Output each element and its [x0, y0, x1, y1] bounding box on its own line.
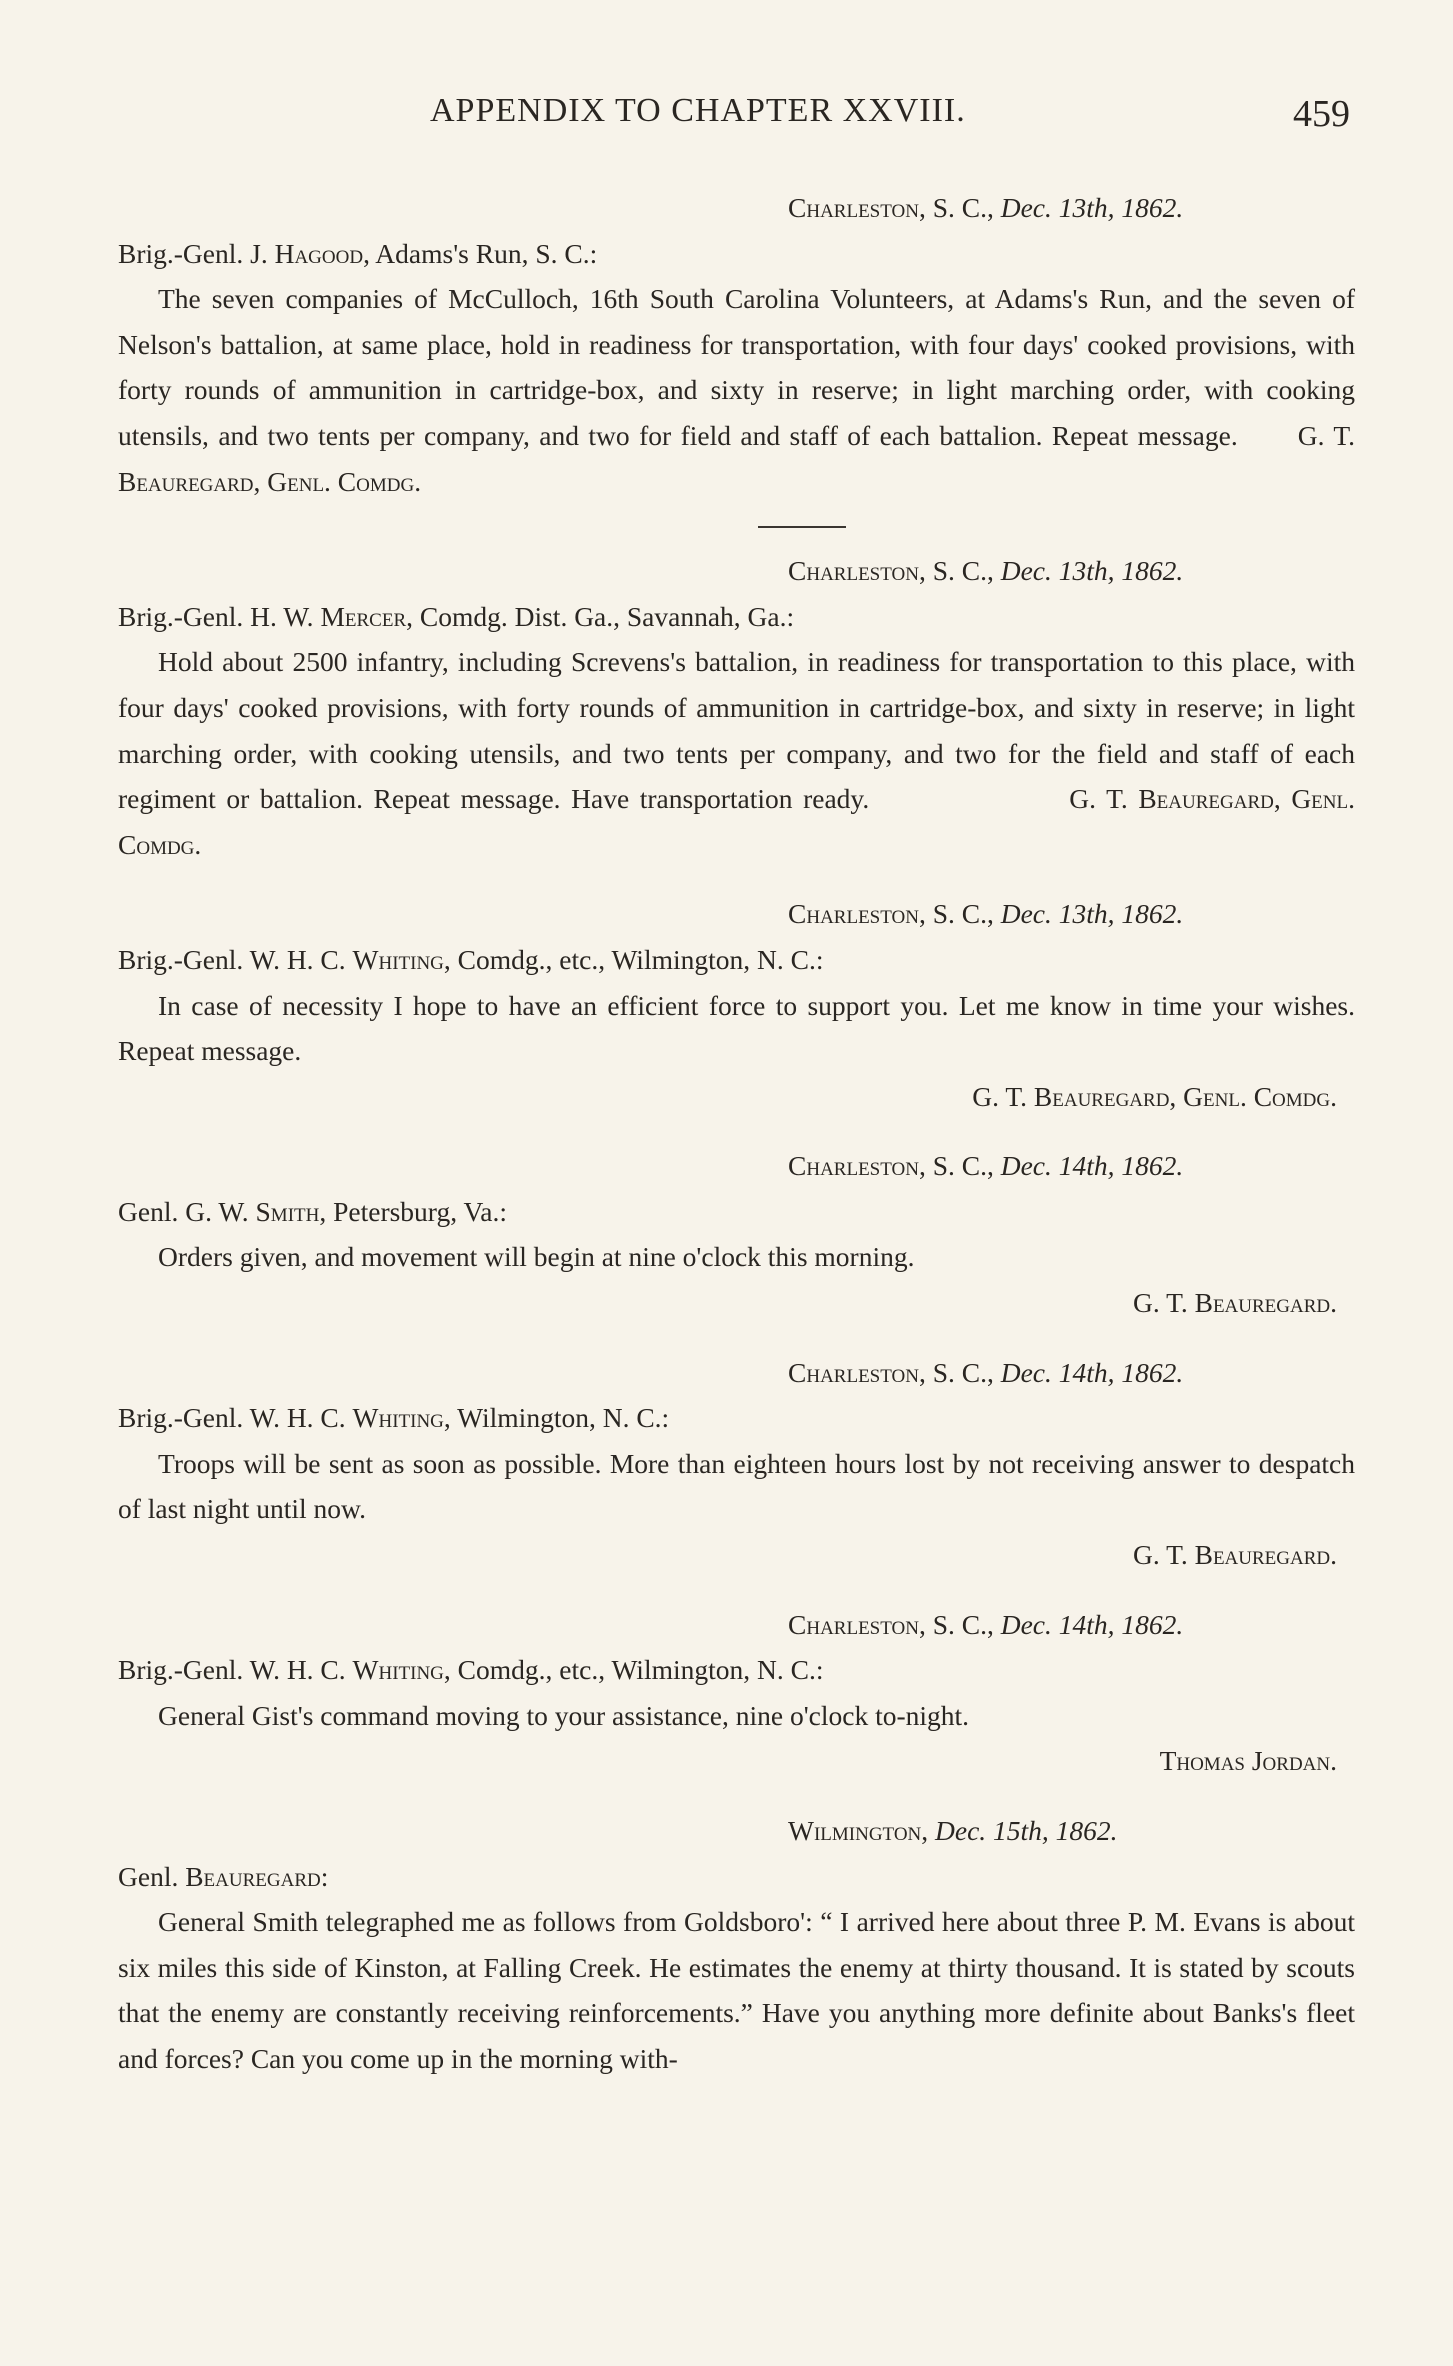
signature: Thomas Jordan.	[1159, 1745, 1337, 1777]
dateline: Wilmington, Dec. 15th, 1862.	[788, 1815, 1118, 1846]
signature: G. T. Beauregard.	[1132, 1287, 1337, 1319]
message-body: General Gist's command moving to your assistance, nine o'clock to-night.	[158, 1699, 970, 1731]
dateline: Charleston, S. C., Dec. 14th, 1862.	[788, 1150, 1184, 1182]
message-body: In case of necessity I hope to have an efficient force to support you. Let me know in time your wishes. Repeat message.	[118, 989, 1355, 1067]
page-number: 459	[1293, 93, 1350, 135]
telegram-5	[118, 1350, 1355, 1578]
dateline: Charleston, S. C., Dec. 14th, 1862.	[788, 1608, 1184, 1640]
body-text	[118, 185, 1355, 2082]
dateline: Charleston, S. C., Dec. 14th, 1862.	[788, 1356, 1184, 1388]
signature: G. T. Beauregard.	[1132, 1539, 1337, 1571]
telegram-3	[118, 891, 1355, 1119]
addressee: Genl. Beauregard:	[118, 1860, 329, 1892]
addressee: Brig.-Genl. W. H. C. Whiting, Comdg., etc., Wilmington, N. C.:	[118, 943, 824, 975]
telegram-7	[118, 1808, 1355, 2082]
message-body: General Smith telegraphed me as follows from Goldsboro': “ I arrived here about three P. M. Evans is about six miles this side of Kinston, at Falling Creek. He estimates the enemy at thirty thousand. It is stated by scouts that the enemy are constantly receiving reinforcements.” Have you anything more definite about Banks's fleet and forces? Can you come up in the morning with-	[118, 1906, 1355, 2074]
signature: G. T. Beauregard, Genl. Comdg.	[972, 1080, 1337, 1112]
message-body: The seven companies of McCulloch, 16th South Carolina Volunteers, at Adams's Run, and the seven of Nelson's battalion, at same place, hold in readiness for transportation, with four days' cooked provisions, with forty rounds of ammunition in cartridge-box, and sixty in reserve; in light marching order, with cooking utensils, and two tents per company, and two for field and staff of each battalion. Repeat message. G. T. Beauregard, Genl. Comdg.	[118, 283, 1355, 497]
dateline: Charleston, S. C., Dec. 13th, 1862.	[788, 898, 1184, 930]
addressee: Brig.-Genl. J. Hagood, Adams's Run, S. C.:	[118, 237, 598, 269]
telegram-6	[118, 1602, 1355, 1784]
dateline: Charleston, S. C., Dec. 13th, 1862.	[788, 555, 1184, 587]
telegram-2	[118, 548, 1355, 867]
message-body: Orders given, and movement will begin at nine o'clock this morning.	[158, 1241, 915, 1273]
page-header	[110, 92, 1350, 142]
addressee: Brig.-Genl. W. H. C. Whiting, Wilmington, N. C.:	[118, 1402, 670, 1434]
telegram-1	[118, 185, 1355, 504]
telegram-4	[118, 1143, 1355, 1325]
signature: G. T. Beauregard, Genl. Comdg.	[118, 783, 1355, 860]
divider-rule	[758, 526, 846, 528]
addressee: Genl. G. W. Smith, Petersburg, Va.:	[118, 1195, 507, 1227]
message-body: Hold about 2500 infantry, including Screvens's battalion, in readiness for transportation to this place, with four days' cooked provisions, with forty rounds of ammunition in cartridge-box, and sixty in reserve; in light marching order, with cooking utensils, and two tents per company, and two for the field and staff of each regiment or battalion. Repeat message. Have transportation ready. G. T. Beauregard, Genl. Comdg.	[118, 646, 1355, 860]
signature: G. T. Beauregard, Genl. Comdg.	[118, 419, 1355, 497]
addressee: Brig.-Genl. H. W. Mercer, Comdg. Dist. Ga., Savannah, Ga.:	[118, 600, 795, 632]
running-head: APPENDIX TO CHAPTER XXVIII.	[430, 92, 966, 129]
message-body: Troops will be sent as soon as possible. More than eighteen hours lost by not receiving answer to despatch of last night until now.	[118, 1447, 1355, 1525]
dateline: Charleston, S. C., Dec. 13th, 1862.	[788, 192, 1184, 223]
addressee: Brig.-Genl. W. H. C. Whiting, Comdg., etc., Wilmington, N. C.:	[118, 1654, 824, 1686]
